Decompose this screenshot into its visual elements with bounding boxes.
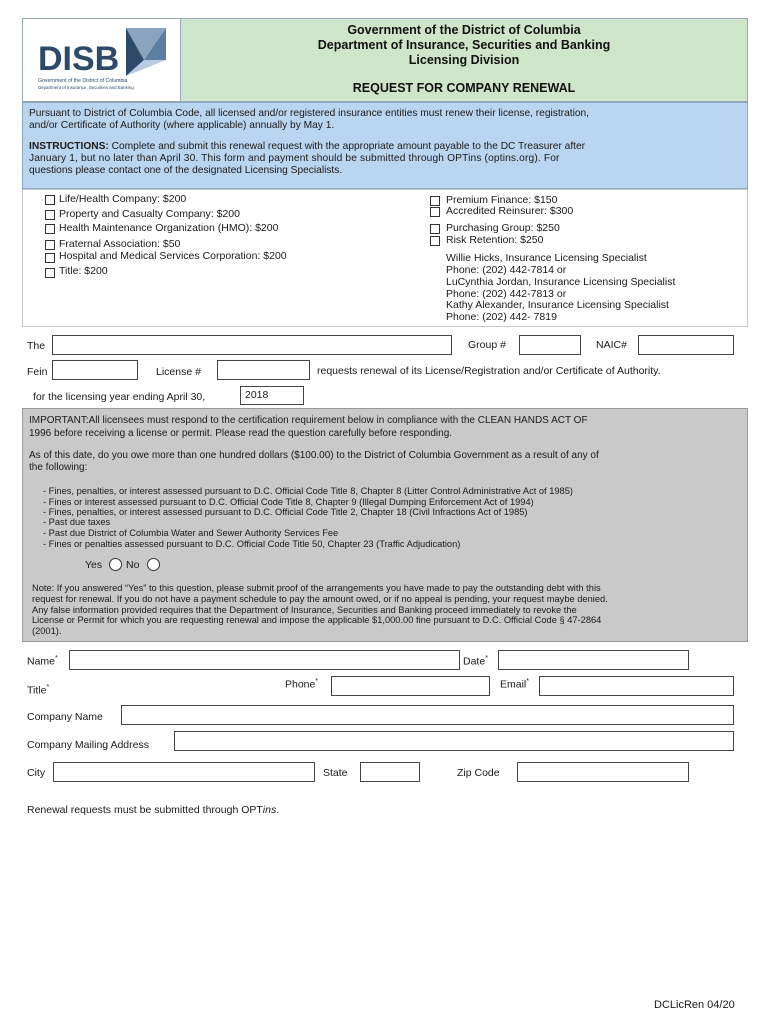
required-mark: * bbox=[315, 678, 319, 685]
important-line-2: 1996 before receiving a license or permit. Please read the question carefully before responding. bbox=[29, 428, 453, 439]
header-line-2: Department of Insurance, Securities and Banking bbox=[317, 38, 611, 52]
note-line-2: request for renewal. If you do not have a payment schedule to pay the amount owed, or if no appeal is pending, your request maybe denied. bbox=[32, 594, 608, 604]
renewal-text: requests renewal of its License/Registration and/or Certificate of Authority. bbox=[317, 365, 661, 377]
checkbox-property-casualty[interactable] bbox=[45, 210, 55, 220]
header-line-1: Government of the District of Columbia bbox=[347, 23, 581, 37]
intro-line-1: Pursuant to District of Columbia Code, all licensed and/or registered insurance entities must renew their license, registration, bbox=[29, 108, 590, 119]
zip-code-label: Zip Code bbox=[457, 767, 500, 779]
form-code: DCLicRen 04/20 bbox=[654, 999, 735, 1011]
fein-label: Fein bbox=[27, 366, 48, 378]
specialist-line-2: Phone: (202) 442-7814 or bbox=[446, 264, 567, 276]
list-item: - Fines or penalties assessed pursuant to D.C. Official Code Title 50, Chapter 23 (Traffic Adjudication) bbox=[43, 539, 461, 549]
header-line-3: Licensing Division bbox=[408, 53, 520, 67]
required-mark: * bbox=[485, 655, 488, 662]
mailing-address-label: Company Mailing Address bbox=[27, 739, 149, 751]
label-risk-retention: Risk Retention: $250 bbox=[446, 234, 544, 246]
checkbox-fraternal[interactable] bbox=[45, 240, 55, 250]
logo-text: DISB bbox=[38, 40, 120, 78]
submission-note-suffix: . bbox=[276, 804, 280, 816]
licensing-year-label: for the licensing year ending April 30, bbox=[33, 391, 206, 403]
yes-label: Yes bbox=[85, 559, 103, 571]
instructions-line-2: January 1, but no later than April 30. This form and payment should be submitted through OPTins (optins.org). For bbox=[29, 153, 560, 164]
license-label: License # bbox=[156, 366, 201, 378]
checkbox-hmo[interactable] bbox=[45, 224, 55, 234]
instructions-label: INSTRUCTIONS: bbox=[29, 141, 109, 152]
checkbox-title[interactable] bbox=[45, 268, 55, 278]
state-field[interactable] bbox=[360, 762, 420, 782]
required-mark: * bbox=[526, 678, 529, 685]
disb-logo-mark bbox=[26, 20, 178, 100]
list-item: - Past due District of Columbia Water and Sewer Authority Services Fee bbox=[43, 528, 339, 538]
state-label: State bbox=[323, 767, 348, 779]
label-life-health: Life/Health Company: $200 bbox=[59, 193, 187, 205]
checkbox-purchasing-group[interactable] bbox=[430, 224, 440, 234]
clean-hands-section bbox=[22, 408, 748, 642]
instructions-line-1 bbox=[29, 141, 585, 154]
checkbox-life-health[interactable] bbox=[45, 195, 55, 205]
naic-field[interactable] bbox=[638, 335, 734, 355]
logo-subtitle-1: Government of the District of Columbia bbox=[38, 78, 128, 84]
specialist-line-3: LuCynthia Jordan, Insurance Licensing Specialist bbox=[446, 276, 676, 288]
date-label bbox=[463, 655, 488, 668]
checkbox-hospital-medical[interactable] bbox=[45, 253, 55, 263]
the-label: The bbox=[27, 340, 46, 352]
name-label-text: Name bbox=[27, 655, 56, 668]
required-mark: * bbox=[46, 684, 50, 691]
label-fraternal: Fraternal Association: $50 bbox=[59, 238, 181, 250]
checkbox-risk-retention[interactable] bbox=[430, 236, 440, 246]
company-name-field[interactable] bbox=[52, 335, 452, 355]
date-label-text: Date bbox=[463, 655, 486, 668]
list-item: - Fines, penalties, or interest assessed pursuant to D.C. Official Code Title 2, Chapter 18 (Civil Infractions Act of 1985) bbox=[43, 507, 528, 517]
label-hmo: Health Maintenance Organization (HMO): $200 bbox=[59, 222, 279, 234]
title-label bbox=[27, 684, 49, 697]
checkbox-premium-finance[interactable] bbox=[430, 196, 440, 206]
instructions-text-1: Complete and submit this renewal request with the appropriate amount payable to the DC Treasurer after bbox=[108, 141, 586, 152]
label-title: Title: $200 bbox=[59, 265, 108, 277]
licensing-year-field[interactable]: 2018 bbox=[240, 386, 304, 405]
email-field[interactable] bbox=[539, 676, 734, 696]
radio-yes[interactable] bbox=[109, 558, 122, 571]
note-line-1: Note: If you answered “Yes” to this question, please submit proof of the arrangements you have made to pay the outstanding debt with this bbox=[32, 583, 601, 593]
label-accredited-reinsurer: Accredited Reinsurer: $300 bbox=[446, 205, 574, 217]
label-property-casualty: Property and Casualty Company: $200 bbox=[59, 208, 240, 220]
submission-note-text: Renewal requests must be submitted through OPT bbox=[27, 804, 263, 816]
name-label bbox=[27, 655, 58, 668]
list-item: - Past due taxes bbox=[43, 517, 111, 527]
list-item: - Fines or interest assessed pursuant to D.C. Official Code Title 8, Chapter 9 (Illegal Dumping Enforcement Act of 1994) bbox=[43, 497, 534, 507]
phone-label-text: Phone bbox=[285, 678, 316, 691]
group-label: Group # bbox=[468, 339, 506, 351]
company-name-input[interactable] bbox=[121, 705, 734, 725]
logo-subtitle-2: Department of Insurance, Securities and Banking bbox=[38, 85, 134, 90]
important-line-1: IMPORTANT:All licensees must respond to the certification requirement below in compliance with the CLEAN HANDS ACT OF bbox=[29, 415, 588, 426]
title-label-text: Title bbox=[27, 684, 47, 697]
radio-no[interactable] bbox=[147, 558, 160, 571]
header-title-band bbox=[180, 18, 748, 102]
specialist-line-6: Phone: (202) 442- 7819 bbox=[446, 311, 557, 323]
email-label bbox=[500, 678, 529, 691]
submission-note-italic: ins bbox=[262, 804, 277, 816]
intro-line-2: and/or Certificate of Authority (where applicable) annually by May 1. bbox=[29, 120, 335, 131]
label-hospital-medical: Hospital and Medical Services Corporation: $200 bbox=[59, 250, 287, 262]
company-name-label: Company Name bbox=[27, 711, 103, 723]
list-item: - Fines, penalties, or interest assessed pursuant to D.C. Official Code Title 8, Chapter 8 (Litter Control Administrative Act of 1985) bbox=[43, 486, 573, 496]
label-premium-finance: Premium Finance: $150 bbox=[446, 194, 558, 206]
specialist-line-4: Phone: (202) 442-7813 or bbox=[446, 288, 567, 300]
intro-box bbox=[22, 102, 748, 189]
date-field[interactable] bbox=[498, 650, 689, 670]
instructions-line-3: questions please contact one of the designated Licensing Specialists. bbox=[29, 165, 343, 176]
submission-note bbox=[27, 804, 279, 816]
mailing-address-field[interactable] bbox=[174, 731, 734, 751]
note-line-5: (2001). bbox=[32, 626, 62, 636]
question-line-1: As of this date, do you owe more than one hundred dollars ($100.00) to the District of Columbia Government as a result of any of bbox=[29, 450, 599, 461]
fein-field[interactable] bbox=[52, 360, 138, 380]
checkbox-accredited-reinsurer[interactable] bbox=[430, 207, 440, 217]
question-line-2: the following: bbox=[29, 462, 88, 473]
phone-field[interactable] bbox=[331, 676, 490, 696]
note-line-4: License or Permit for which you are requesting renewal and impose the applicable $1,000.00 fine pursuant to D.C. Official Code § 47-2864 bbox=[32, 615, 602, 625]
form-title: REQUEST FOR COMPANY RENEWAL bbox=[352, 81, 576, 95]
disb-logo bbox=[26, 20, 178, 100]
specialist-line-1: Willie Hicks, Insurance Licensing Specialist bbox=[446, 252, 647, 264]
specialist-line-5: Kathy Alexander, Insurance Licensing Specialist bbox=[446, 299, 669, 311]
required-mark: * bbox=[55, 655, 58, 662]
no-label: No bbox=[126, 559, 140, 571]
phone-label bbox=[285, 678, 318, 691]
label-purchasing-group: Purchasing Group: $250 bbox=[446, 222, 560, 234]
email-label-text: Email bbox=[500, 678, 527, 691]
name-field[interactable] bbox=[69, 650, 460, 670]
city-label: City bbox=[27, 767, 46, 779]
naic-label: NAIC# bbox=[596, 339, 627, 351]
note-line-3: Any false information provided requires that the Department of Insurance, Securities and Banking proceed immediately to revoke the bbox=[32, 605, 577, 615]
license-number-field[interactable] bbox=[217, 360, 310, 380]
group-number-field[interactable] bbox=[519, 335, 581, 355]
zip-code-field[interactable] bbox=[517, 762, 689, 782]
city-field[interactable] bbox=[53, 762, 315, 782]
